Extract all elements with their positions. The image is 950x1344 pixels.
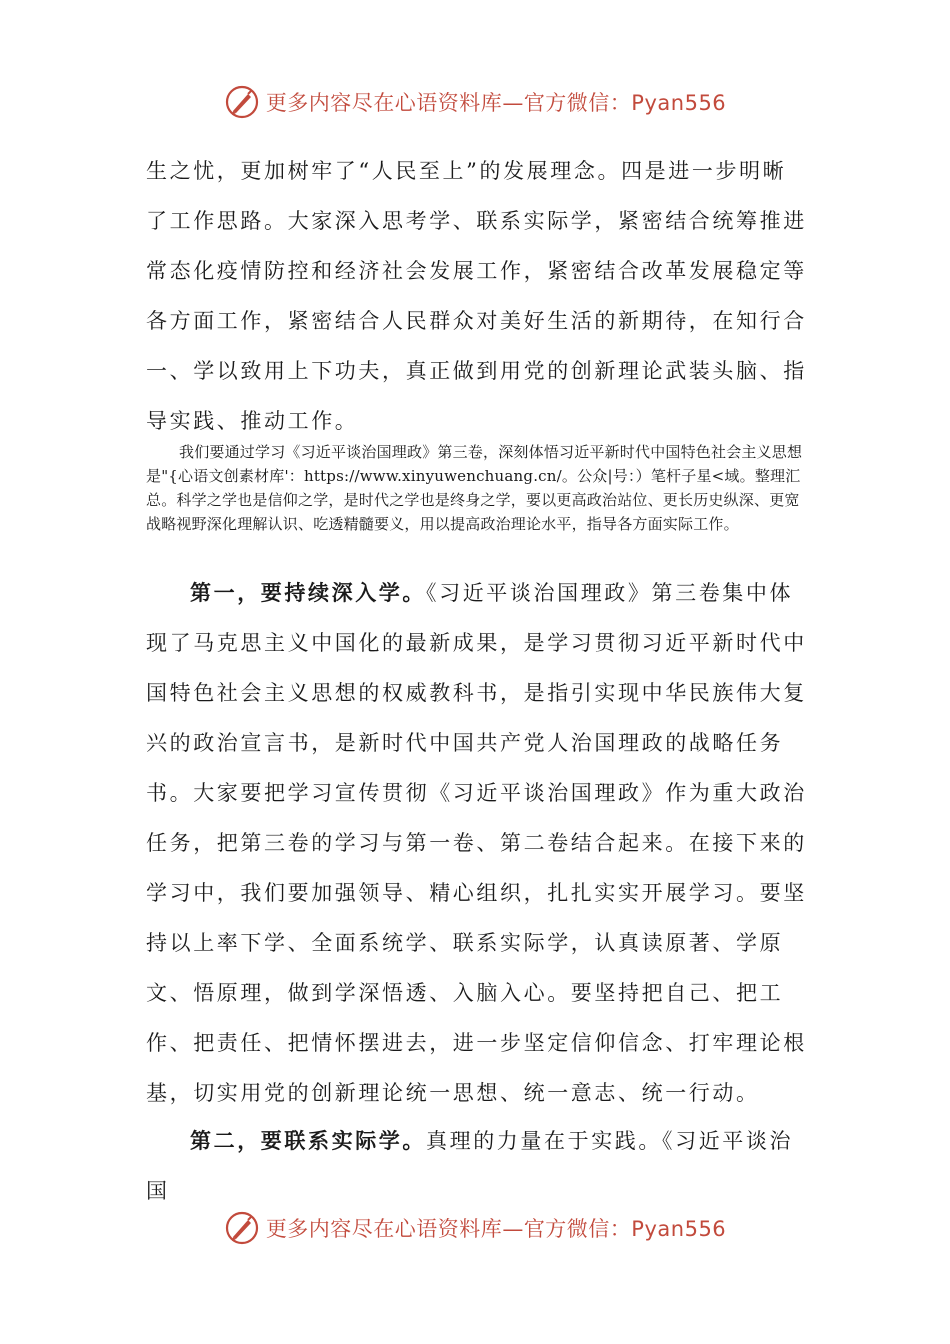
point-body: 《习近平谈治国理政》第三卷集中体现了马克思主义中国化的最新成果，是学习贯彻习近平新时代中国特色社会主义思想的权威教科书，是指引实现中华民族伟大复兴的政治宣言书，是新时代中国共产党人治国理政的战略任务书。大家要把学习宣传贯彻《习近平谈治国理政》作为重大政治任务，把第三卷的学习与第一卷、第二卷结合起来。在接下来的学习中，我们要加强领导、精心组织，扎扎实实开展学习。要坚持以上率下学、全面系统学、联系实际学，认真读原著、学原文、悟原理，做到学深悟透、入脑入心。要坚持把自己、把工作、把责任、把情怀摆进去，进一步坚定信仰信念、打牢理论根基，切实用党的创新理论统一思想、统一意志、统一行动。 (146, 581, 807, 1105)
pen-logo-icon (224, 1210, 260, 1246)
inserted-paragraph: 我们要通过学习《习近平谈治国理政》第三卷，深刻体悟习近平新时代中国特色社会主义思想是"{心语文创素材库'：https://www.xinyuwenchuang.cn/。公众|号：）笔杆子星<域。整理汇总。科学之学也是信仰之学，是时代之学也是终身之学，要以更高政治站位、更长历史纵深、更宽战略视野深化理解认识、吃透精髓要义，用以提高政治理论水平，指导各方面实际工作。 (146, 443, 803, 533)
header-banner (0, 80, 950, 124)
footer-banner (0, 1206, 950, 1250)
banner-text: 更多内容尽在心语资料库—官方微信：Pyan556 (265, 1217, 727, 1241)
banner-text: 更多内容尽在心语资料库—官方微信：Pyan556 (265, 91, 727, 115)
point-heading: 第一，要持续深入学。 (190, 580, 426, 605)
pen-logo-icon (224, 84, 260, 120)
point-body: 真理的力量在于实践。《习近平谈治国 (146, 1129, 794, 1203)
paragraph-continued: 生之忧，更加树牢了“人民至上”的发展理念。四是进一步明晰了工作思路。大家深入思考学、联系实际学，紧密结合统筹推进常态化疫情防控和经济社会发展工作，紧密结合改革发展稳定等各方面工作，紧密结合人民群众对美好生活的新期待，在知行合一、学以致用上下功夫，真正做到用党的创新理论武装头脑、指导实践、推动工作。 (146, 159, 807, 433)
paragraph-first-point (146, 568, 808, 1118)
point-heading: 第二，要联系实际学。 (190, 1128, 426, 1153)
paragraph-second-point (146, 1116, 808, 1216)
